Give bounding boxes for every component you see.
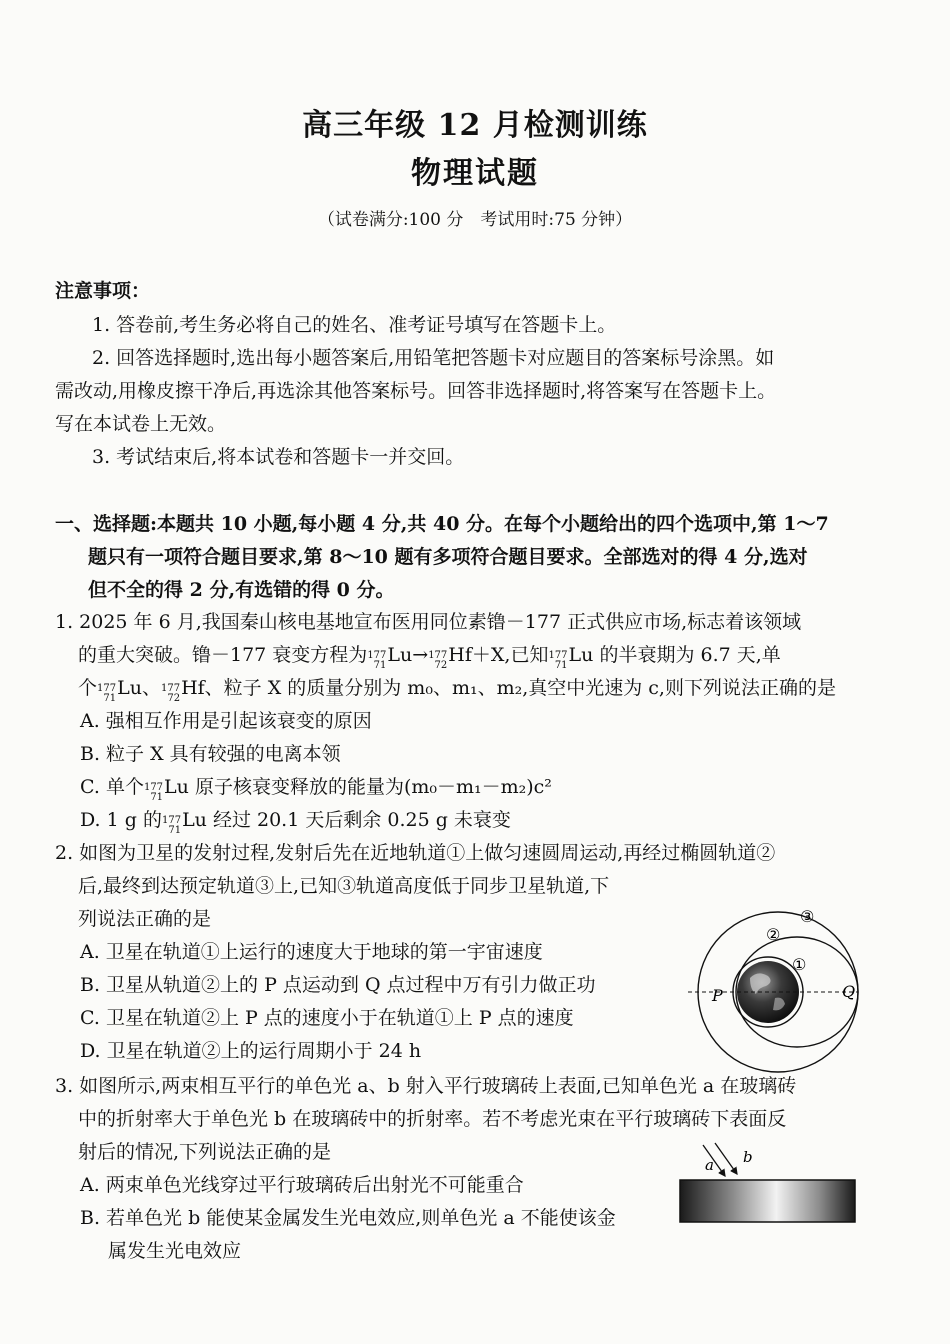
notice-item-2: 2. 回答选择题时,选出每小题答案后,用铅笔把答题卡对应题目的答案标号涂黑。如: [92, 347, 775, 369]
notice-item-2-end: 写在本试卷上无效。: [55, 413, 227, 435]
ray-a-label: a: [705, 1156, 714, 1174]
q1-option-b: B. 粒子 X 具有较强的电离本领: [80, 743, 341, 765]
orbit-2-label: ②: [766, 925, 781, 944]
orbit-diagram: [680, 900, 870, 1075]
page-subtitle: 物理试题: [411, 156, 539, 191]
q3-option-a: A. 两束单色光线穿过平行玻璃砖后出射光不可能重合: [80, 1174, 524, 1196]
q3-stem-line1: 3. 如图所示,两束相互平行的单色光 a、b 射入平行玻璃砖上表面,已知单色光 a 在玻璃砖: [55, 1075, 797, 1097]
q1-option-c: C. 单个 177 71 Lu 原子核衰变释放的能量为(m₀－m₁－m₂)c²: [80, 776, 552, 803]
hf-isotope: 177 72: [428, 650, 448, 671]
q1-option-d: D. 1 g 的 177 71 Lu 经过 20.1 天后剩余 0.25 g 未衰变: [80, 809, 511, 836]
point-q-label: Q: [842, 982, 856, 1001]
notice-heading: 注意事项：: [55, 280, 151, 302]
q3-option-b: B. 若单色光 b 能使某金属发生光电效应,则单色光 a 不能使该金: [80, 1207, 616, 1229]
lu-isotope: 177 71: [367, 650, 387, 671]
q2-option-b: B. 卫星从轨道②上的 P 点运动到 Q 点过程中万有引力做正功: [80, 974, 596, 996]
q2-stem-line3: 列说法正确的是: [78, 908, 212, 930]
notice-item-3: 3. 考试结束后,将本试卷和答题卡一并交回。: [92, 446, 465, 468]
q1-option-a: A. 强相互作用是引起该衰变的原因: [80, 710, 372, 732]
q2-option-a: A. 卫星在轨道①上运行的速度大于地球的第一宇宙速度: [80, 941, 543, 963]
q3-stem-line2: 中的折射率大于单色光 b 在玻璃砖中的折射率。若不考虑光束在平行玻璃砖下表面反: [78, 1108, 787, 1130]
q1-stem-line1: 1. 2025 年 6 月,我国秦山核电基地宣布医用同位素镥－177 正式供应市场,标志着该领域: [55, 611, 802, 633]
exam-info: （试卷满分:100 分 考试用时:75 分钟）: [317, 210, 633, 230]
q1-stem-line3: 个 177 71 Lu、 177 72 Hf、粒子 X 的质量分别为 m₀、m₁、m₂,真空中光速为 c,则下列说法正确的是: [78, 677, 836, 704]
q1-stem-line2: 的重大突破。镥－177 衰变方程为 177 71 Lu→ 177 72 Hf＋X,已知 177 71 Lu 的半衰期为 6.7 天,单: [78, 644, 781, 671]
notice-item-2-cont: 需改动,用橡皮擦干净后,再选涂其他答案标号。回答非选择题时,将答案写在答题卡上。: [55, 380, 777, 402]
q2-stem-line2: 后,最终到达预定轨道③上,已知③轨道高度低于同步卫星轨道,下: [78, 875, 610, 897]
ray-b-label: b: [743, 1148, 753, 1166]
orbit-3-label: ③: [800, 907, 815, 926]
page-title: 高三年级 12 月检测训练: [302, 108, 648, 143]
section-heading: 一、选择题:本题共 10 小题,每小题 4 分,共 40 分。在每个小题给出的四个选项中,第 1～7: [55, 513, 829, 535]
q2-option-c: C. 卫星在轨道②上 P 点的速度小于在轨道①上 P 点的速度: [80, 1007, 574, 1029]
section-instructions: 题只有一项符合题目要求,第 8～10 题有多项符合题目要求。全部选对的得 4 分,选对: [88, 546, 808, 568]
notice-item-1: 1. 答卷前,考生务必将自己的姓名、准考证号填写在答题卡上。: [92, 314, 617, 336]
section-instructions-end: 但不全的得 2 分,有选错的得 0 分。: [88, 579, 395, 601]
orbit-1-label: ①: [792, 955, 807, 974]
q2-stem-line1: 2. 如图为卫星的发射过程,发射后先在近地轨道①上做匀速圆周运动,再经过椭圆轨道②: [55, 842, 776, 864]
point-p-label: P: [712, 986, 723, 1005]
q2-option-d: D. 卫星在轨道②上的运行周期小于 24 h: [80, 1040, 422, 1062]
glass-slab: [680, 1180, 855, 1222]
glass-slab-diagram: [675, 1140, 865, 1230]
q3-option-b-cont: 属发生光电效应: [108, 1240, 242, 1262]
q3-stem-line3: 射后的情况,下列说法正确的是: [78, 1141, 332, 1163]
ray-b: [715, 1143, 737, 1174]
